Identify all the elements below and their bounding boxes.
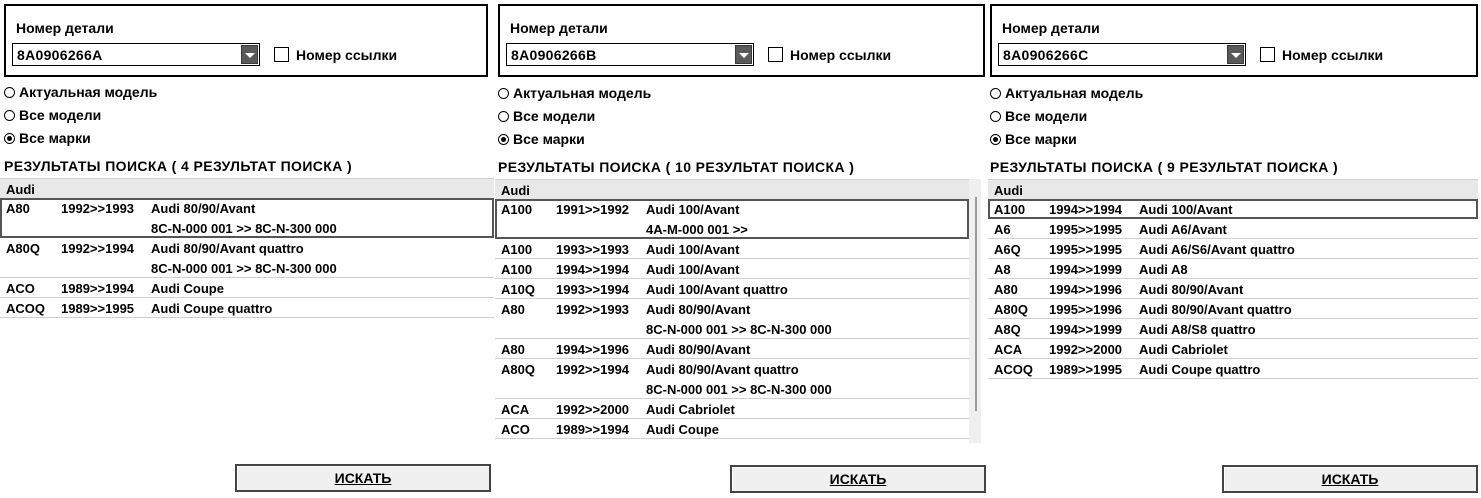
table-row[interactable] (495, 199, 969, 239)
row-model: Audi 80/90/Avant (1139, 282, 1244, 297)
row-years: 1992>>2000 (1049, 342, 1123, 357)
radio-all-makes[interactable] (990, 131, 1240, 149)
table-row[interactable] (495, 239, 969, 259)
table-row[interactable] (495, 399, 969, 419)
row-years: 1995>>1995 (1049, 222, 1123, 237)
radio-button[interactable] (4, 110, 15, 121)
row-model: Audi A6/Avant (1139, 222, 1227, 237)
part-number-combo[interactable] (998, 43, 1246, 66)
radio-button[interactable] (498, 111, 509, 122)
search-panel-2 (495, 0, 988, 498)
row-years: 1992>>1993 (556, 302, 630, 317)
radio-button[interactable] (990, 134, 1001, 145)
part-number-label: Номер детали (510, 20, 608, 36)
row-model: Audi A6/S6/Avant quattro (1139, 242, 1295, 257)
row-years: 1994>>1999 (1049, 322, 1123, 337)
row-range: 8C-N-000 001 >> 8C-N-300 000 (646, 322, 832, 337)
group-header: Audi (0, 178, 494, 198)
row-years: 1993>>1993 (556, 242, 630, 257)
row-model: Audi 100/Avant (646, 202, 740, 217)
part-number-value: 8A0906266C (1003, 47, 1089, 63)
table-row[interactable] (0, 238, 494, 278)
table-row[interactable] (988, 299, 1478, 319)
group-header: Audi (988, 179, 1478, 199)
search-panel-1 (0, 0, 494, 498)
radio-label: Все модели (19, 107, 102, 123)
radio-all-models[interactable] (498, 108, 748, 126)
radio-current-model[interactable] (990, 85, 1240, 103)
row-model: Audi Cabriolet (1139, 342, 1228, 357)
row-years: 1992>>1993 (61, 201, 135, 216)
row-years: 1989>>1995 (61, 301, 135, 316)
row-years: 1989>>1994 (556, 422, 630, 437)
row-model: Audi 80/90/Avant quattro (151, 241, 304, 256)
row-code: ACO (6, 281, 35, 296)
search-panel-3 (988, 0, 1481, 498)
table-row[interactable] (988, 339, 1478, 359)
table-row[interactable] (0, 278, 494, 298)
table-row[interactable] (988, 239, 1478, 259)
radio-label: Все модели (513, 108, 596, 124)
row-years: 1995>>1996 (1049, 302, 1123, 317)
results-title: РЕЗУЛЬТАТЫ ПОИСКА ( 10 РЕЗУЛЬТАТ ПОИСКА ) (498, 159, 855, 175)
reference-number-label: Номер ссылки (790, 47, 892, 63)
row-model: Audi 100/Avant (1139, 202, 1233, 217)
row-model: Audi Coupe (646, 422, 719, 437)
row-model: Audi A8/S8 quattro (1139, 322, 1256, 337)
part-number-box (990, 4, 1478, 77)
row-model: Audi Coupe (151, 281, 224, 296)
row-years: 1991>>1992 (556, 202, 630, 217)
chevron-down-icon (1231, 53, 1241, 58)
part-number-label: Номер детали (16, 20, 114, 36)
dropdown-button[interactable] (1227, 45, 1244, 64)
row-code: A6Q (994, 242, 1021, 257)
row-code: ACO (501, 422, 530, 437)
row-code: A100 (501, 262, 533, 277)
search-button[interactable]: ИСКАТЬ (730, 465, 986, 493)
radio-button[interactable] (498, 134, 509, 145)
reference-number-label: Номер ссылки (1282, 47, 1384, 63)
results-list (0, 178, 494, 318)
row-range: 8C-N-000 001 >> 8C-N-300 000 (151, 261, 337, 276)
row-code: A80Q (6, 241, 40, 256)
table-row[interactable] (988, 359, 1478, 379)
radio-button[interactable] (4, 87, 15, 98)
row-model: Audi 80/90/Avant quattro (646, 362, 799, 377)
part-number-box (4, 4, 488, 77)
row-code: A8Q (994, 322, 1021, 337)
results-title: РЕЗУЛЬТАТЫ ПОИСКА ( 4 РЕЗУЛЬТАТ ПОИСКА ) (4, 158, 353, 174)
radio-all-makes[interactable] (4, 130, 254, 148)
table-row[interactable] (495, 359, 969, 399)
dropdown-button[interactable] (735, 45, 752, 64)
radio-label: Все марки (19, 130, 91, 146)
row-code: A80 (6, 201, 30, 216)
part-number-combo[interactable] (506, 43, 754, 66)
row-years: 1989>>1995 (1049, 362, 1123, 377)
row-model: Audi Coupe quattro (151, 301, 273, 316)
row-range: 4A-M-000 001 >> (646, 222, 748, 237)
part-number-value: 8A0906266A (17, 47, 103, 63)
row-code: A8 (994, 262, 1011, 277)
table-row[interactable] (495, 279, 969, 299)
row-model: Audi Coupe quattro (1139, 362, 1261, 377)
row-years: 1989>>1994 (61, 281, 135, 296)
row-code: A80Q (501, 362, 535, 377)
radio-all-makes[interactable] (498, 131, 748, 149)
row-code: A100 (501, 242, 533, 257)
row-model: Audi A8 (1139, 262, 1188, 277)
row-model: Audi 80/90/Avant (151, 201, 256, 216)
row-model: Audi 80/90/Avant quattro (1139, 302, 1292, 317)
row-years: 1995>>1995 (1049, 242, 1123, 257)
results-title: РЕЗУЛЬТАТЫ ПОИСКА ( 9 РЕЗУЛЬТАТ ПОИСКА ) (990, 159, 1339, 175)
row-range: 8C-N-000 001 >> 8C-N-300 000 (151, 221, 337, 236)
table-row[interactable] (988, 219, 1478, 239)
row-code: A100 (994, 202, 1026, 217)
row-years: 1992>>1994 (556, 362, 630, 377)
row-code: A80 (501, 302, 525, 317)
row-years: 1993>>1994 (556, 282, 630, 297)
row-model: Audi 100/Avant (646, 242, 740, 257)
search-button[interactable]: ИСКАТЬ (1222, 465, 1478, 493)
reference-number-label: Номер ссылки (296, 47, 398, 63)
row-code: A10Q (501, 282, 535, 297)
radio-label: Все марки (513, 131, 585, 147)
part-number-label: Номер детали (1002, 20, 1100, 36)
row-code: ACOQ (6, 301, 45, 316)
dropdown-button[interactable] (241, 45, 258, 64)
radio-button[interactable] (4, 133, 15, 144)
results-list (988, 179, 1478, 379)
radio-label: Актуальная модель (513, 85, 652, 101)
row-years: 1994>>1996 (1049, 282, 1123, 297)
part-number-combo[interactable] (12, 43, 260, 66)
radio-all-models[interactable] (990, 108, 1240, 126)
table-row[interactable] (0, 198, 494, 238)
chevron-down-icon (739, 53, 749, 58)
row-model: Audi 100/Avant (646, 262, 740, 277)
reference-number-checkbox[interactable] (768, 47, 783, 62)
row-code: ACOQ (994, 362, 1033, 377)
row-model: Audi Cabriolet (646, 402, 735, 417)
part-number-value: 8A0906266B (511, 47, 597, 63)
search-button[interactable]: ИСКАТЬ (235, 464, 491, 492)
row-range: 8C-N-000 001 >> 8C-N-300 000 (646, 382, 832, 397)
table-row[interactable] (988, 259, 1478, 279)
table-row[interactable] (495, 259, 969, 279)
reference-number-checkbox[interactable] (1260, 47, 1275, 62)
table-row[interactable] (988, 279, 1478, 299)
radio-button[interactable] (990, 111, 1001, 122)
radio-button[interactable] (990, 88, 1001, 99)
row-code: ACA (994, 342, 1023, 357)
results-list (495, 179, 969, 439)
row-code: ACA (501, 402, 530, 417)
radio-label: Актуальная модель (19, 84, 158, 100)
row-model: Audi 80/90/Avant (646, 302, 751, 317)
radio-current-model[interactable] (498, 85, 748, 103)
row-years: 1992>>1994 (61, 241, 135, 256)
row-code: A80Q (994, 302, 1028, 317)
radio-button[interactable] (498, 88, 509, 99)
table-row[interactable] (495, 299, 969, 339)
row-code: A80 (994, 282, 1018, 297)
radio-all-models[interactable] (4, 107, 254, 125)
row-model: Audi 100/Avant quattro (646, 282, 788, 297)
row-model: Audi 80/90/Avant (646, 342, 751, 357)
table-row[interactable] (988, 199, 1478, 219)
table-row[interactable] (0, 298, 494, 318)
row-years: 1994>>1996 (556, 342, 630, 357)
radio-label: Актуальная модель (1005, 85, 1144, 101)
row-code: A6 (994, 222, 1011, 237)
row-code: A80 (501, 342, 525, 357)
row-years: 1994>>1994 (1049, 202, 1123, 217)
table-row[interactable] (988, 319, 1478, 339)
row-years: 1994>>1999 (1049, 262, 1123, 277)
scrollbar-thumb[interactable] (975, 197, 977, 411)
radio-label: Все марки (1005, 131, 1077, 147)
radio-current-model[interactable] (4, 84, 254, 102)
table-row[interactable] (495, 419, 969, 439)
table-row[interactable] (495, 339, 969, 359)
reference-number-checkbox[interactable] (274, 47, 289, 62)
chevron-down-icon (245, 53, 255, 58)
part-number-box (498, 4, 985, 77)
row-code: A100 (501, 202, 533, 217)
group-header: Audi (495, 179, 969, 199)
results-scrollbar[interactable] (969, 179, 981, 443)
row-years: 1992>>2000 (556, 402, 630, 417)
radio-label: Все модели (1005, 108, 1088, 124)
row-years: 1994>>1994 (556, 262, 630, 277)
